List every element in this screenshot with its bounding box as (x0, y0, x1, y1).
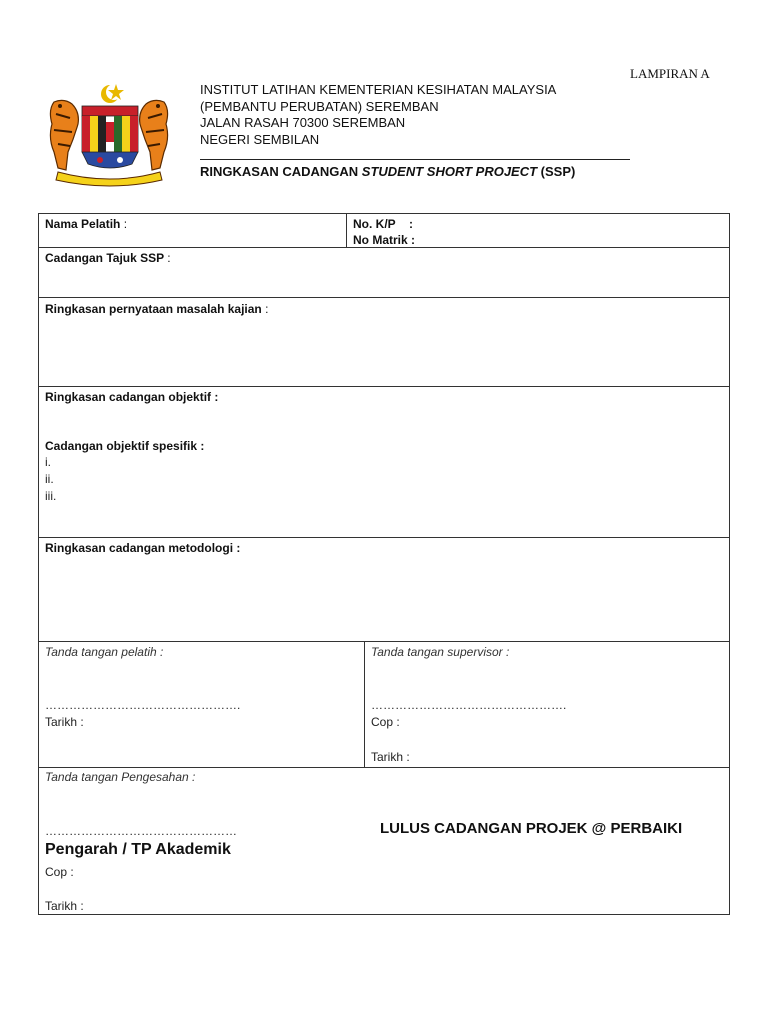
problem-statement-label: Ringkasan pernyataan masalah kajian (45, 302, 262, 316)
problem-statement-field (45, 302, 268, 316)
institution-line: NEGERI SEMBILAN (200, 131, 320, 147)
form-title-prefix: RINGKASAN CADANGAN (200, 164, 362, 179)
appendix-label: LAMPIRAN A (630, 66, 710, 81)
trainee-signature-line[interactable]: …………………………………………. (45, 698, 241, 712)
supervisor-date-label[interactable]: Tarikh : (371, 750, 410, 764)
approval-signature-line[interactable]: ………………………………………… (45, 824, 237, 838)
approval-signature-label: Tanda tangan Pengesahan : (45, 770, 196, 784)
trainee-date-label[interactable]: Tarikh : (45, 715, 84, 729)
institution-line: JALAN RASAH 70300 SEREMBAN (200, 115, 406, 130)
objective-item-3: iii. (45, 489, 57, 503)
supervisor-stamp-label[interactable]: Cop : (371, 715, 400, 729)
objectives-row[interactable] (39, 387, 729, 538)
ssp-title-label: Cadangan Tajuk SSP (45, 251, 164, 265)
objective-label: Ringkasan cadangan objektif : (45, 390, 219, 404)
institution-line: (PEMBANTU PERUBATAN) SEREMBAN (200, 98, 439, 114)
approval-row (39, 768, 729, 914)
approval-date-label[interactable]: Tarikh : (45, 899, 84, 913)
ssp-title-field (45, 251, 171, 265)
colon: : (123, 217, 128, 231)
column-divider (346, 214, 347, 247)
problem-statement-row[interactable] (39, 298, 729, 387)
approval-decision-text: LULUS CADANGAN PROJEK @ PERBAIKI (380, 820, 683, 837)
form-title (200, 164, 575, 179)
supervisor-signature-line[interactable]: …………………………………………. (371, 698, 567, 712)
ic-colon: : (409, 217, 414, 231)
matric-number-field[interactable]: No Matrik : (353, 233, 416, 247)
ic-number-field[interactable] (353, 217, 413, 231)
objective-item-2: ii. (45, 472, 54, 486)
trainee-info-row (39, 214, 729, 248)
ssp-title-row[interactable] (39, 248, 729, 298)
methodology-label: Ringkasan cadangan metodologi : (45, 541, 241, 555)
trainee-signature-label: Tanda tangan pelatih : (45, 645, 164, 659)
specific-objective-label: Cadangan objektif spesifik : (45, 439, 205, 453)
supervisor-signature-label: Tanda tangan supervisor : (371, 645, 510, 659)
proposal-form (38, 213, 730, 915)
colon: : (167, 251, 171, 265)
malaysia-coat-of-arms-logo (44, 80, 174, 188)
director-label: Pengarah / TP Akademik (45, 841, 231, 858)
objective-item-1: i. (45, 455, 51, 469)
institution-line: INSTITUT LATIHAN KEMENTERIAN KESIHATAN MALAYSIA (200, 82, 557, 97)
methodology-row[interactable] (39, 538, 729, 642)
colon: : (265, 302, 269, 316)
ic-label: No. K/P (353, 217, 396, 231)
header-divider (200, 159, 630, 160)
trainee-name-label: Nama Pelatih (45, 217, 121, 231)
trainee-name-field[interactable] (45, 217, 127, 231)
institution-address (200, 82, 556, 148)
column-divider (364, 642, 365, 767)
form-title-suffix: (SSP) (537, 164, 576, 179)
form-title-italic: STUDENT SHORT PROJECT (361, 164, 538, 179)
signature-row (39, 642, 729, 768)
approval-stamp-label[interactable]: Cop : (45, 865, 74, 879)
